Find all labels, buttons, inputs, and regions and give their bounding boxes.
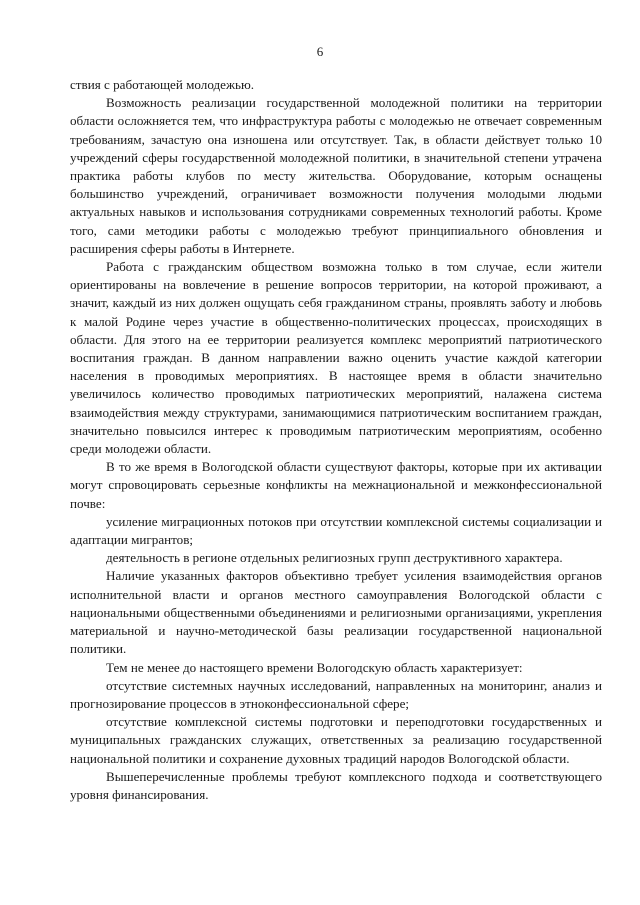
paragraph-youth-infrastructure: Возможность реализации государственной молодежной политики на территории области осложняется тем, что инфраструктура работы с молодежью не отвечает современным требованиям, зачастую она изношена или отсутствует. Так, в области действует только 10 учреждений сферы государственной молодежной политики, в значительной степени утрачена практика работы клубов по месту жительства. Оборудование, которым оснащены большинство учреждений, ограничивает возможности получения молодыми людьми актуальных навыков и использования сотрудниками современных технологий работы. Кроме того, сами методики работы с молодежью требуют принципиального обновления и расширения сферы работы в Интернете. [70,95,602,256]
list-item-training: отсутствие комплексной системы подготовки и переподготовки государственных и муниципальных гражданских служащих, ответственных за реализацию государственной национальной политики и сохранение духовных традиций народов Вологодской области. [70,714,602,766]
list-item-religious-groups: деятельность в регионе отдельных религиозных групп деструктивного характера. [106,550,563,566]
list-item-migration: усиление миграционных потоков при отсутствии комплексной системы социализации и адаптации мигрантов; [70,513,602,548]
paragraph-interaction: Наличие указанных факторов объективно требует усиления взаимодействия органов исполнительной власти и органов местного самоуправления Вологодской области с национальными общественными объединениями и религиозными организациями, укрепления материальной и научно-методической базы реализации государственной национальной политики. [70,568,602,657]
paragraph-civil-society: Работа с гражданским обществом возможна только в том случае, если жители ориентированы на вовлечение в решение вопросов территории, на которой проживают, а значит, каждый из них должен ощущать себя гражданином страны, проявлять заботу и любовь к малой Родине через участие в общественно-политических процессах, происходящих в области. Для этого на ее территории реализуется комплекс мероприятий патриотического воспитания граждан. В данном направлении важно оценить участие каждой категории населения в проводимых мероприятиях. В настоящее время в области значительно увеличилось количество проводимых патриотических мероприятий, налажена система взаимодействия между структурами, занимающимися патриотическим воспитанием граждан, значительно повысился интерес к проводимым патриотическим мероприятиям, особенно среди молодежи области. [70,259,602,457]
paragraph-conflict-factors: В то же время в Вологодской области существуют факторы, которые при их активации могут спровоцировать серьезные конфликты на межнациональной и межконфессиональной почве: [70,459,602,511]
body-text [70,76,602,804]
page-number: 6 [316,44,324,59]
list-item-research: отсутствие системных научных исследований, направленных на мониторинг, анализ и прогнозирование процессов в этноконфессиональной сфере; [70,677,602,711]
paragraph-characteristics-intro: Тем не менее до настоящего времени Вологодскую область характеризует: [106,659,523,675]
paragraph-conclusion: Вышеперечисленные проблемы требуют комплексного подхода и соответствующего уровня финансирования. [70,768,602,802]
paragraph-continuation: ствия с работающей молодежью. [70,77,255,92]
